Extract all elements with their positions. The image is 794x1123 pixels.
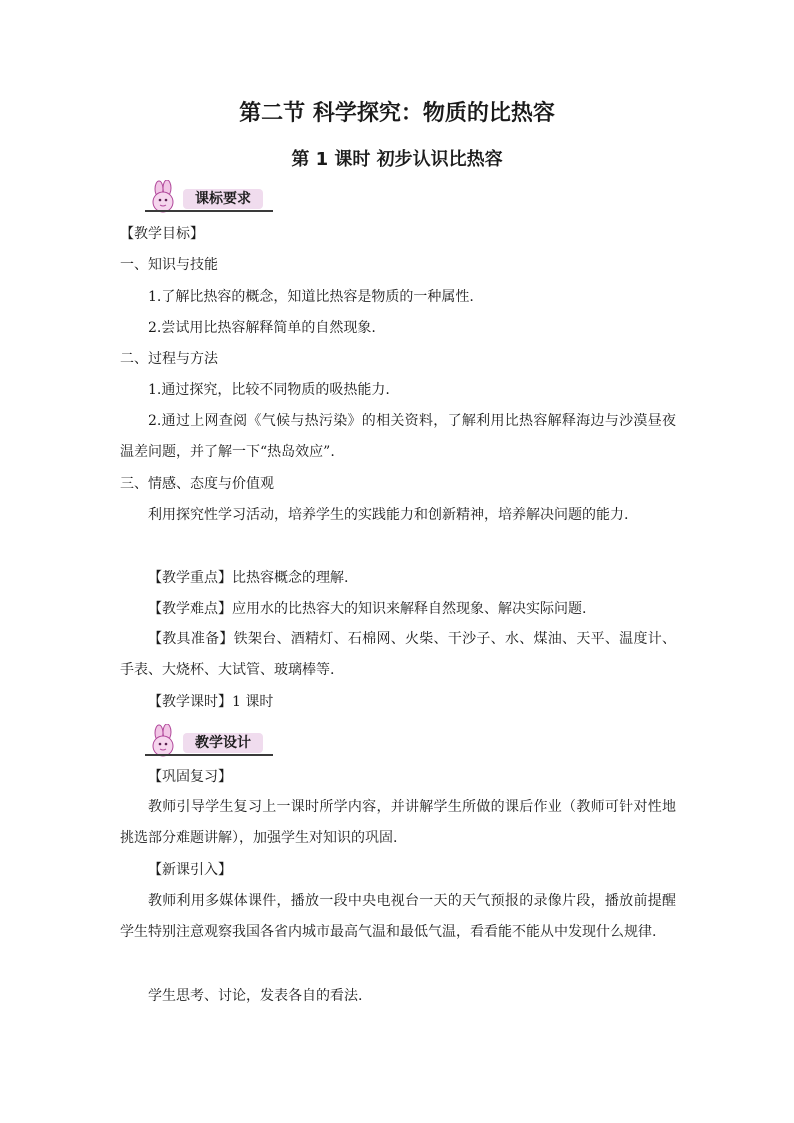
goal-item: 1.了解比热容的概念，知道比热容是物质的一种属性.: [148, 289, 474, 305]
banner-label: 教学设计: [183, 733, 263, 753]
review-paragraph: 教师引导学生复习上一课时所学内容，并讲解学生所做的课后作业（教师可针对性地挑选部分难题讲解），加强学生对知识的巩固.: [120, 799, 676, 846]
review-heading: 【巩固复习】: [148, 769, 232, 785]
banner-label: 课标要求: [183, 189, 263, 209]
section-title: 第二节 科学探究：物质的比热容: [239, 101, 555, 126]
design-banner: [145, 724, 275, 760]
banner-underline: [145, 210, 273, 212]
bunny-icon: [145, 724, 185, 758]
equipment: 【教具准备】铁架台、酒精灯、石棉网、火柴、干沙子、水、煤油、天平、温度计、手表、大烧杯、大试管、玻璃棒等.: [120, 631, 676, 678]
banner-underline: [145, 754, 273, 756]
section-heading-1: 一、知识与技能: [120, 257, 218, 273]
goal-paragraph: 利用探究性学习活动，培养学生的实践能力和创新精神，培养解决问题的能力.: [148, 507, 629, 523]
goal-item: 2.尝试用比热容解释简单的自然现象.: [148, 320, 376, 336]
curriculum-banner: [145, 180, 275, 216]
key-point: 【教学重点】比热容概念的理解.: [148, 570, 349, 586]
goals-heading: 【教学目标】: [120, 226, 204, 242]
discussion-text: 学生思考、讨论，发表各自的看法.: [148, 988, 363, 1004]
section-heading-3: 三、情感、态度与价值观: [120, 476, 274, 492]
goal-paragraph: 2.通过上网查阅《气候与热污染》的相关资料，了解利用比热容解释海边与沙漠昼夜温差问题，并了解一下“热岛效应”.: [120, 413, 676, 460]
class-hours: 【教学课时】1 课时: [148, 694, 274, 710]
intro-heading: 【新课引入】: [148, 862, 232, 878]
lesson-subtitle: 第 1 课时 初步认识比热容: [291, 149, 503, 170]
section-heading-2: 二、过程与方法: [120, 351, 218, 367]
bunny-icon: [145, 180, 185, 214]
difficulty: 【教学难点】应用水的比热容大的知识来解释自然现象、解决实际问题.: [148, 601, 587, 617]
intro-paragraph: 教师利用多媒体课件，播放一段中央电视台一天的天气预报的录像片段，播放前提醒学生特别注意观察我国各省内城市最高气温和最低气温，看看能不能从中发现什么规律.: [120, 893, 676, 940]
goal-item: 1.通过探究，比较不同物质的吸热能力.: [148, 382, 390, 398]
